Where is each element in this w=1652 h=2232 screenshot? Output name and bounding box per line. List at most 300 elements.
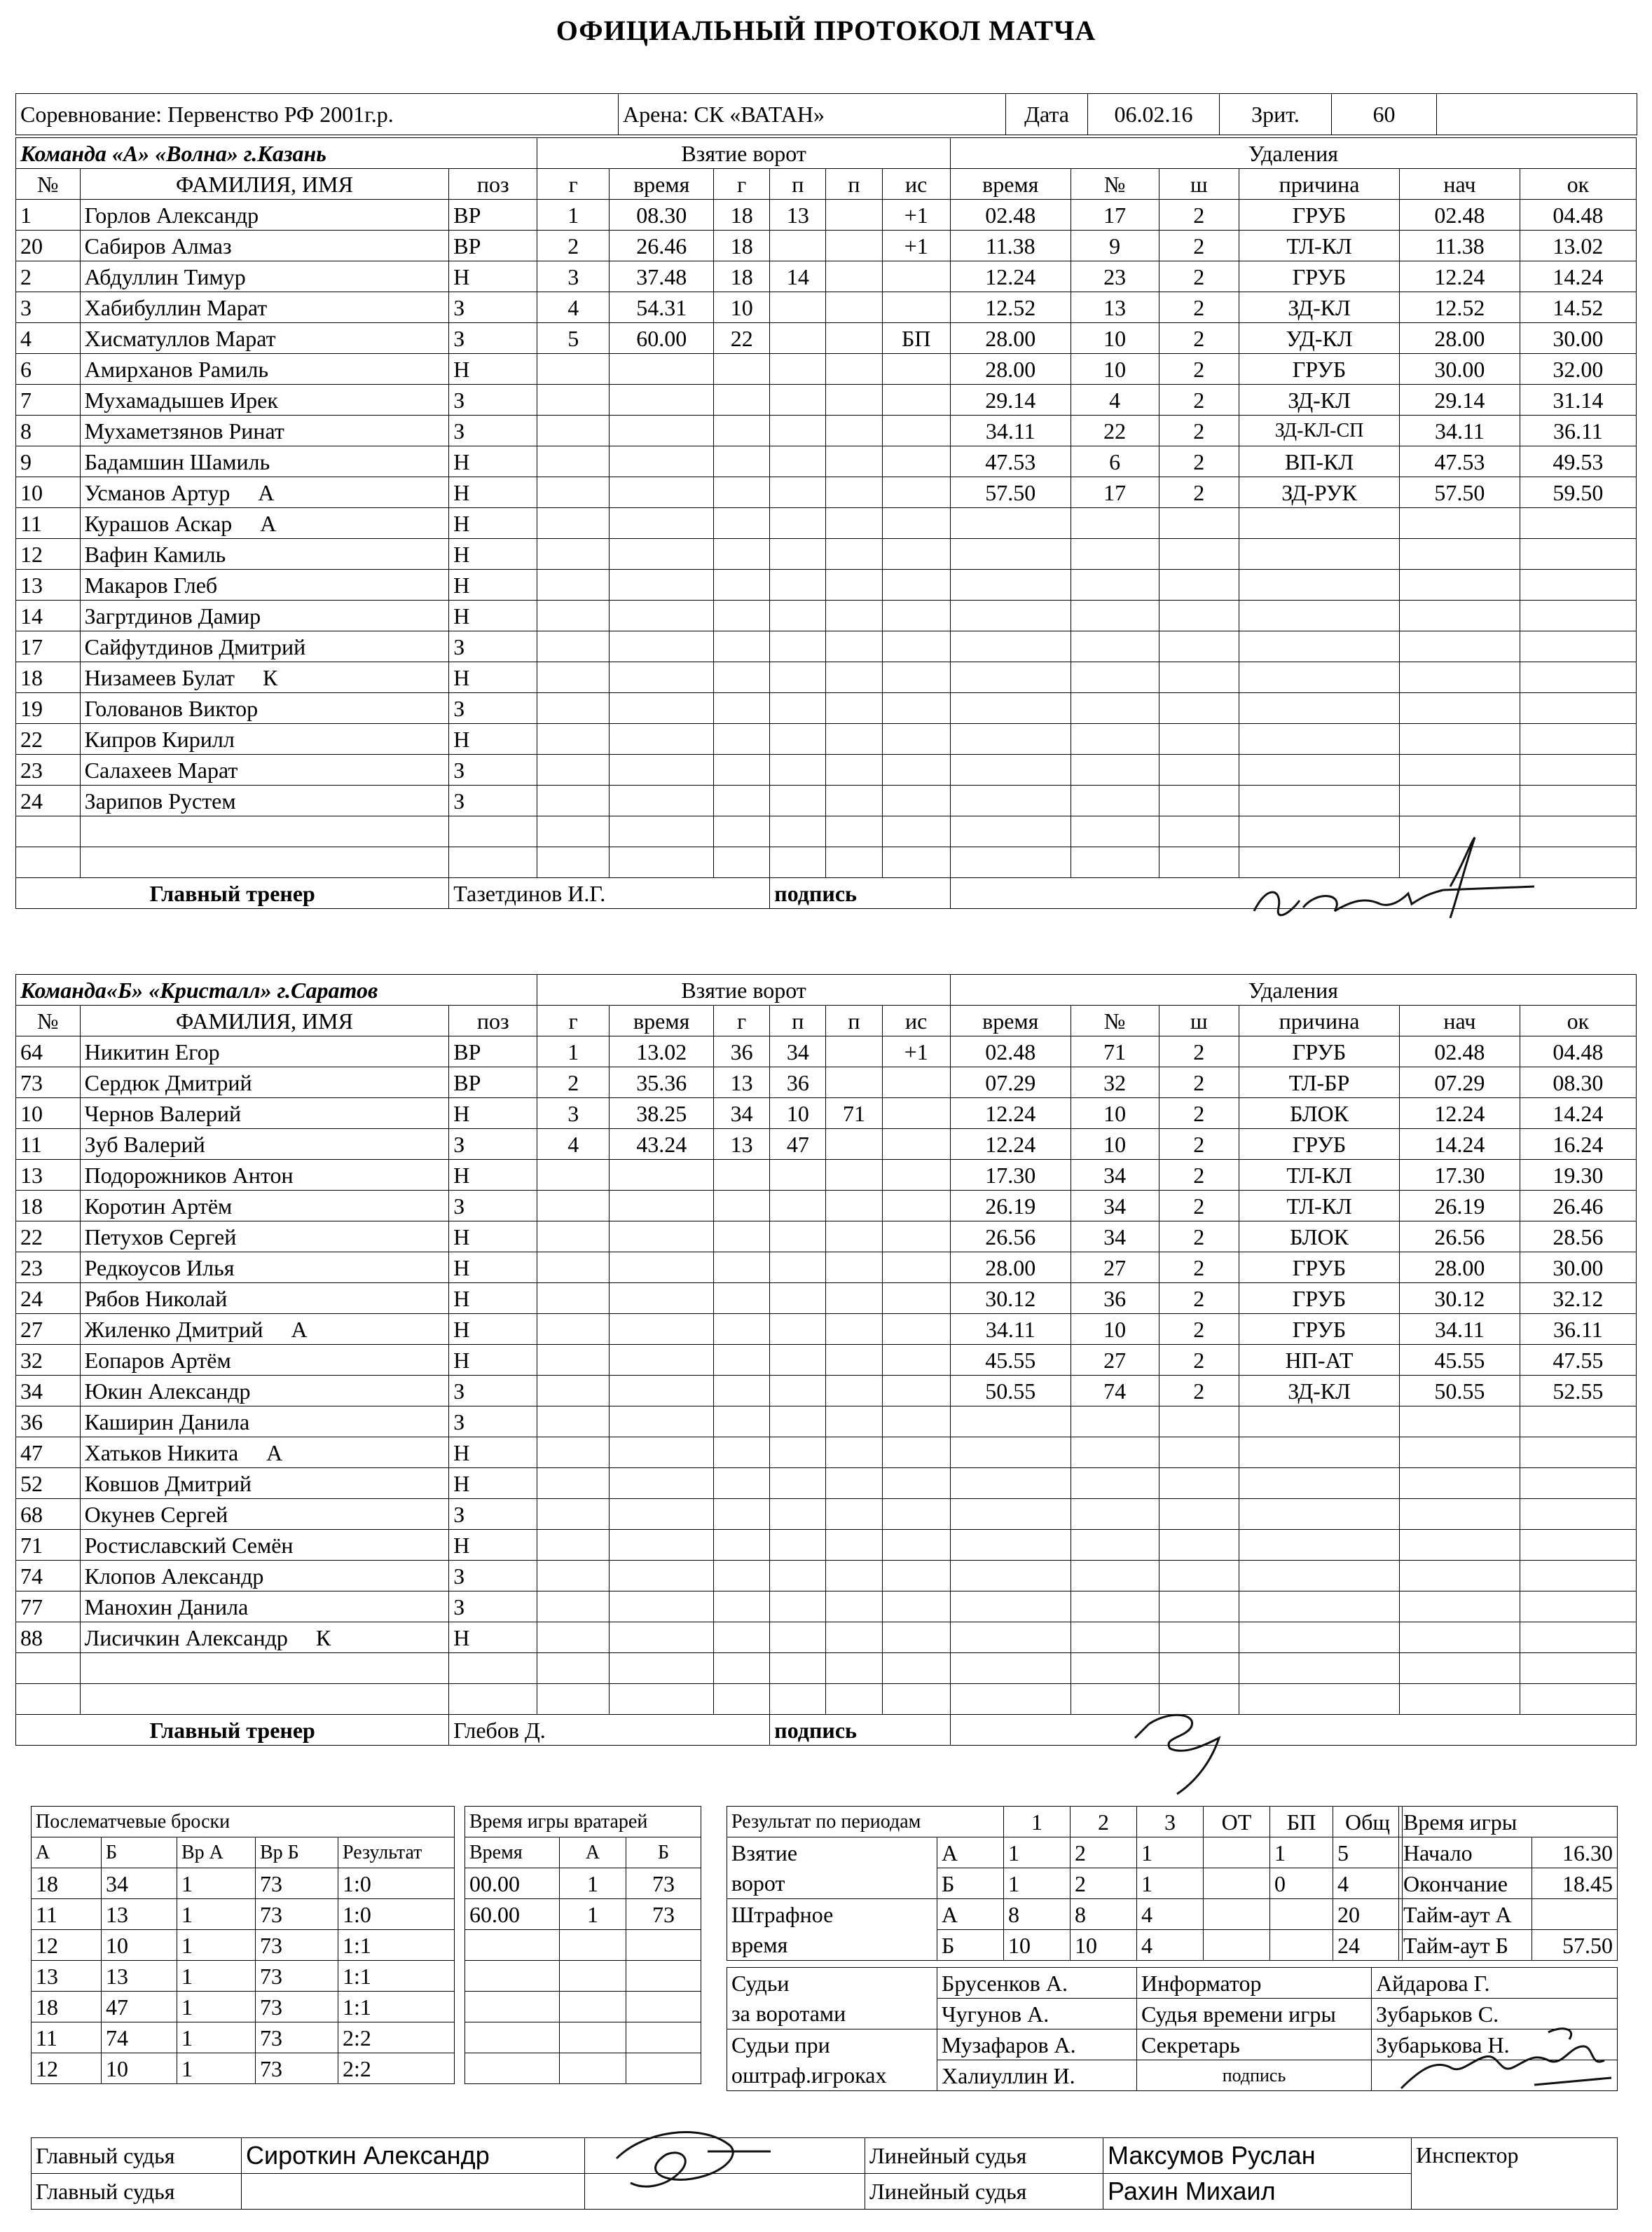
player-number: 9 (16, 446, 81, 477)
penalty-reason: ГРУБ (1239, 354, 1400, 385)
penalty-player (1071, 1530, 1159, 1561)
goal-judge-2: Чугунов А. (937, 1999, 1137, 2029)
penalty-start: 02.48 (1400, 1036, 1520, 1067)
penalty-minutes (1159, 508, 1239, 539)
player-name (80, 446, 449, 477)
player-row (16, 292, 1637, 323)
goal-scorer (714, 508, 770, 539)
team-a-table (15, 137, 1637, 909)
col-num: № (16, 169, 81, 200)
goal-number: 3 (537, 261, 610, 292)
goal-assist-1 (770, 539, 826, 570)
goalie-cell: 1 (560, 1868, 626, 1899)
goal-number (537, 1252, 610, 1283)
goal-assist-2 (826, 1252, 882, 1283)
penalty-end (1520, 570, 1636, 601)
player-name (80, 1283, 449, 1314)
goal-assist-1 (770, 231, 826, 261)
penalty-reason (1239, 601, 1400, 631)
penalty-end (1520, 1437, 1636, 1468)
player-number: 17 (16, 631, 81, 662)
player-number: 24 (16, 786, 81, 816)
goal-assist-2 (826, 1376, 882, 1406)
captain-mark: А (258, 479, 275, 505)
penalty-player: 10 (1071, 323, 1159, 354)
goalie-title-row (465, 1807, 701, 1837)
goal-assist-2 (826, 1314, 882, 1345)
penalty-player (1071, 755, 1159, 786)
goal-time: 38.25 (610, 1098, 714, 1129)
periods-row-label: время (727, 1930, 937, 1961)
goal-scorer (714, 1591, 770, 1622)
player-number: 74 (16, 1561, 81, 1591)
player-row (16, 1437, 1637, 1468)
penalty-minutes: 2 (1159, 1283, 1239, 1314)
shootout-cell: 1:1 (338, 1930, 455, 1961)
shootout-cell: 1 (177, 1868, 256, 1899)
player-row (16, 1376, 1637, 1406)
goal-number (537, 1622, 610, 1653)
player-position: Н (449, 724, 537, 755)
penalty-time: 12.24 (950, 261, 1071, 292)
player-name-text: Хатьков Никита (84, 1439, 239, 1465)
goal-situation (882, 1684, 950, 1715)
goal-situation (882, 601, 950, 631)
col-p2: п (826, 169, 882, 200)
goal-scorer (714, 1561, 770, 1591)
penalty-start (1400, 1468, 1520, 1499)
goal-scorer: 18 (714, 261, 770, 292)
penalty-time (950, 1591, 1071, 1622)
goal-time (610, 1252, 714, 1283)
goal-scorer (714, 1530, 770, 1561)
periods-table (727, 1806, 1403, 1961)
player-name-text: Макаров Глеб (84, 572, 218, 598)
penalty-player (1071, 786, 1159, 816)
penalty-player (1071, 1653, 1159, 1684)
player-number: 27 (16, 1314, 81, 1345)
col-pos: поз (449, 169, 537, 200)
goalie-row (465, 1868, 701, 1899)
penalty-start (1400, 631, 1520, 662)
penalty-end: 31.14 (1520, 385, 1636, 416)
penalty-start: 57.50 (1400, 477, 1520, 508)
timeout-b-value: 57.50 (1532, 1930, 1618, 1961)
goal-scorer (714, 1437, 770, 1468)
player-name (80, 1376, 449, 1406)
game-time-table (1398, 1806, 1618, 1961)
penalty-player (1071, 1591, 1159, 1622)
player-number: 77 (16, 1591, 81, 1622)
penalty-minutes: 2 (1159, 231, 1239, 261)
goal-situation: +1 (882, 200, 950, 231)
player-name (80, 1252, 449, 1283)
player-position: Н (449, 1468, 537, 1499)
penalty-reason (1239, 662, 1400, 693)
goal-assist-1 (770, 1252, 826, 1283)
penalty-reason: НП-АТ (1239, 1345, 1400, 1376)
penalty-reason (1239, 539, 1400, 570)
goal-time (610, 1221, 714, 1252)
penalty-minutes (1159, 1437, 1239, 1468)
player-position: Н (449, 446, 537, 477)
player-position: З (449, 755, 537, 786)
goal-number (537, 1437, 610, 1468)
coach-signature-cell (950, 1715, 1636, 1746)
penalty-minutes: 2 (1159, 1252, 1239, 1283)
player-position: Н (449, 508, 537, 539)
penalty-end (1520, 1499, 1636, 1530)
periods-row-label: ворот (727, 1868, 937, 1899)
team_b-title: Команда«Б» «Кристалл» г.Саратов (16, 975, 537, 1006)
penalty-start (1400, 1653, 1520, 1684)
player-name (80, 323, 449, 354)
penalty-end (1520, 631, 1636, 662)
goal-number (537, 1314, 610, 1345)
goal-assist-2 (826, 1653, 882, 1684)
inspector-label: Инспектор (1412, 2138, 1618, 2210)
goalie-cell (465, 2053, 560, 2084)
penalty-player: 27 (1071, 1252, 1159, 1283)
col-pos: поз (449, 1006, 537, 1036)
player-position: Н (449, 539, 537, 570)
player-name-text: Петухов Сергей (84, 1224, 237, 1249)
arena: Арена: СК «ВАТАН» (619, 94, 1006, 135)
player-row (16, 1591, 1637, 1622)
goal-time (610, 1283, 714, 1314)
penalty-end: 32.12 (1520, 1283, 1636, 1314)
goal-number (537, 1468, 610, 1499)
goal-assist-1 (770, 631, 826, 662)
player-row (16, 570, 1637, 601)
goal-assist-1 (770, 1499, 826, 1530)
player-position (449, 816, 537, 847)
penalty-minutes (1159, 847, 1239, 878)
coach-name: Глебов Д. (449, 1715, 770, 1746)
goal-number (537, 446, 610, 477)
penalty-minutes: 2 (1159, 385, 1239, 416)
penalty-start (1400, 755, 1520, 786)
goalie-header: А (560, 1837, 626, 1868)
col-time: время (610, 169, 714, 200)
penalty-end: 14.24 (1520, 261, 1636, 292)
goal-time (610, 539, 714, 570)
penalty-reason: УД-КЛ (1239, 323, 1400, 354)
goal-time (610, 601, 714, 631)
col-time: время (610, 1006, 714, 1036)
penalty-reason: ГРУБ (1239, 261, 1400, 292)
player-name-text: Ростиславский Семён (84, 1532, 294, 1558)
player-name (80, 1036, 449, 1067)
penalty-reason: ТЛ-КЛ (1239, 1160, 1400, 1191)
penalty-time: 57.50 (950, 477, 1071, 508)
player-row (16, 1499, 1637, 1530)
linesman-1: Максумов Руслан (1103, 2138, 1412, 2174)
timeout-a-label: Тайм-аут А (1399, 1899, 1532, 1930)
periods-cell: 24 (1333, 1930, 1403, 1961)
penalty-reason: ЗД-КЛ (1239, 1376, 1400, 1406)
player-number: 4 (16, 323, 81, 354)
player-position: Н (449, 261, 537, 292)
goal-situation (882, 1561, 950, 1591)
penalty-time: 12.24 (950, 1098, 1071, 1129)
penalty-end (1520, 508, 1636, 539)
penalty-time (950, 1622, 1071, 1653)
penalty-end (1520, 1622, 1636, 1653)
player-name (80, 1160, 449, 1191)
player-row (16, 231, 1637, 261)
penalty-time: 34.11 (950, 1314, 1071, 1345)
goal-situation (882, 446, 950, 477)
col-gg: г (714, 1006, 770, 1036)
player-number (16, 816, 81, 847)
player-name (80, 1530, 449, 1561)
goal-number (537, 724, 610, 755)
periods-cell: А (937, 1837, 1004, 1868)
goal-situation (882, 1376, 950, 1406)
goal-assist-2 (826, 200, 882, 231)
date-value: 06.02.16 (1088, 94, 1220, 135)
penalty-end (1520, 1561, 1636, 1591)
goalie-cell (465, 1961, 560, 1992)
player-name-text: Зарипов Рустем (84, 788, 236, 814)
goal-scorer (714, 816, 770, 847)
penalty-player: 10 (1071, 354, 1159, 385)
penalty-reason: ГРУБ (1239, 1283, 1400, 1314)
goal-number (537, 385, 610, 416)
player-position: З (449, 1499, 537, 1530)
goal-number (537, 693, 610, 724)
player-name (80, 816, 449, 847)
team_a-title-row (16, 138, 1637, 169)
goal-assist-1: 10 (770, 1098, 826, 1129)
shootout-cell: 74 (102, 2022, 177, 2053)
player-position: ВР (449, 200, 537, 231)
penalty-time (950, 1406, 1071, 1437)
penalty-start (1400, 662, 1520, 693)
col-is: ис (882, 169, 950, 200)
goal-number (537, 631, 610, 662)
goalie-cell (465, 2022, 560, 2053)
penalty-end (1520, 1653, 1636, 1684)
penalty-player (1071, 724, 1159, 755)
penalty-time (950, 631, 1071, 662)
player-name (80, 601, 449, 631)
penalty-time (950, 1530, 1071, 1561)
penalty-player: 22 (1071, 416, 1159, 446)
col-reason: причина (1239, 169, 1400, 200)
goal-number: 1 (537, 1036, 610, 1067)
goal-assist-1 (770, 1283, 826, 1314)
player-name (80, 477, 449, 508)
goal-time (610, 1468, 714, 1499)
captain-mark: А (260, 510, 277, 536)
penalty-minutes: 2 (1159, 1036, 1239, 1067)
penalty-start (1400, 693, 1520, 724)
penalty-end: 47.55 (1520, 1345, 1636, 1376)
goal-situation (882, 1468, 950, 1499)
goal-assist-1 (770, 292, 826, 323)
player-row (16, 1345, 1637, 1376)
goal-assist-2 (826, 847, 882, 878)
penalty-time: 17.30 (950, 1160, 1071, 1191)
shootout-header: Результат (338, 1837, 455, 1868)
goal-situation (882, 1283, 950, 1314)
penalty-end: 30.00 (1520, 323, 1636, 354)
goalie-empty-row (465, 1961, 701, 1992)
penalty-player (1071, 1437, 1159, 1468)
secretary-label: Секретарь (1137, 2029, 1372, 2060)
goal-assist-1 (770, 1314, 826, 1345)
goalie-cell (626, 1992, 701, 2022)
col-pen_num: № (1071, 1006, 1159, 1036)
penalty-player: 71 (1071, 1036, 1159, 1067)
periods-cell: 0 (1270, 1868, 1333, 1899)
goal-scorer (714, 601, 770, 631)
goal-situation (882, 385, 950, 416)
period-header: ОТ (1204, 1807, 1270, 1837)
player-row (16, 1622, 1637, 1653)
shootout-cell: 1 (177, 1992, 256, 2022)
penalty-judges-label-2: оштраф.игроках (727, 2060, 937, 2091)
goal-assist-2 (826, 1129, 882, 1160)
penalty-time (950, 816, 1071, 847)
timekeeper-label: Судья времени игры (1137, 1999, 1372, 2029)
player-row (16, 323, 1637, 354)
penalty-minutes (1159, 1530, 1239, 1561)
shootout-title: Послематчевые броски (32, 1807, 455, 1837)
penalty-minutes (1159, 570, 1239, 601)
col-is: ис (882, 1006, 950, 1036)
col-p1: п (770, 169, 826, 200)
goalie-cell (626, 1961, 701, 1992)
goal-scorer (714, 1684, 770, 1715)
penalty-minutes (1159, 1653, 1239, 1684)
team_a-header-row (16, 169, 1637, 200)
penalty-start (1400, 539, 1520, 570)
penalty-end: 49.53 (1520, 446, 1636, 477)
goalie-cell: 73 (626, 1868, 701, 1899)
goal-scorer (714, 385, 770, 416)
penalty-reason (1239, 724, 1400, 755)
team-b-table (15, 974, 1637, 1746)
period-header: 3 (1137, 1807, 1204, 1837)
player-row (16, 539, 1637, 570)
penalty-start (1400, 1684, 1520, 1715)
goal-situation (882, 1622, 950, 1653)
player-position: Н (449, 1437, 537, 1468)
penalty-time (950, 508, 1071, 539)
goal-time (610, 354, 714, 385)
player-position: ВР (449, 231, 537, 261)
goalie-cell (560, 2053, 626, 2084)
player-name-text: Хисматуллов Марат (84, 325, 276, 351)
periods-header-row (727, 1807, 1403, 1837)
penalty-reason: ГРУБ (1239, 1252, 1400, 1283)
goal-situation (882, 1252, 950, 1283)
goal-number: 4 (537, 292, 610, 323)
goalie-cell (560, 2022, 626, 2053)
player-row (16, 477, 1637, 508)
shootout-cell: 1 (177, 1899, 256, 1930)
player-row (16, 1653, 1637, 1684)
goalie-cell (626, 2022, 701, 2053)
goal-time (610, 755, 714, 786)
goal-assist-1 (770, 816, 826, 847)
goal-assist-2 (826, 292, 882, 323)
goal-assist-2 (826, 477, 882, 508)
player-position: З (449, 693, 537, 724)
goalie-empty-row (465, 1992, 701, 2022)
periods-cell (1204, 1899, 1270, 1930)
linesman-2: Рахин Михаил (1103, 2174, 1412, 2210)
goal-time (610, 385, 714, 416)
shootout-cell: 1 (177, 2022, 256, 2053)
player-name (80, 261, 449, 292)
goal-scorer (714, 1252, 770, 1283)
player-row (16, 755, 1637, 786)
player-name (80, 755, 449, 786)
periods-cell: 1 (1137, 1868, 1204, 1899)
goal-number: 3 (537, 1098, 610, 1129)
player-number: 52 (16, 1468, 81, 1499)
player-row (16, 446, 1637, 477)
player-row (16, 385, 1637, 416)
goal-number: 4 (537, 1129, 610, 1160)
player-position: З (449, 1591, 537, 1622)
penalty-time: 12.52 (950, 292, 1071, 323)
penalty-time (950, 570, 1071, 601)
goal-situation (882, 1406, 950, 1437)
player-number: 20 (16, 231, 81, 261)
penalty-minutes: 2 (1159, 354, 1239, 385)
goal-time (610, 724, 714, 755)
player-row (16, 786, 1637, 816)
player-name-text: Лисичкин Александр (84, 1624, 288, 1650)
penalty-reason: ЗД-КЛ (1239, 385, 1400, 416)
goal-assist-1 (770, 724, 826, 755)
penalty-start (1400, 1406, 1520, 1437)
goal-number (537, 601, 610, 631)
goal-scorer (714, 1376, 770, 1406)
col-end: ок (1520, 169, 1636, 200)
goal-assist-2 (826, 755, 882, 786)
player-number: 32 (16, 1345, 81, 1376)
goal-situation (882, 261, 950, 292)
penalty-end: 30.00 (1520, 1252, 1636, 1283)
player-row (16, 1129, 1637, 1160)
penalty-start: 29.14 (1400, 385, 1520, 416)
periods-row-label: Штрафное (727, 1899, 937, 1930)
player-number: 64 (16, 1036, 81, 1067)
goal-number (537, 755, 610, 786)
match-header (15, 93, 1637, 135)
player-number: 3 (16, 292, 81, 323)
periods-cell: 8 (1004, 1899, 1071, 1930)
shootout-cell: 73 (256, 2022, 338, 2053)
penalty-start: 28.00 (1400, 323, 1520, 354)
goal-scorer: 18 (714, 231, 770, 261)
player-position: Н (449, 1221, 537, 1252)
goal-scorer (714, 1191, 770, 1221)
goal-assist-2 (826, 261, 882, 292)
goal-assist-2 (826, 1191, 882, 1221)
goalie-header: Время (465, 1837, 560, 1868)
header-blank (1437, 94, 1637, 135)
penalty-player: 32 (1071, 1067, 1159, 1098)
goal-scorer (714, 786, 770, 816)
penalty-player: 6 (1071, 446, 1159, 477)
